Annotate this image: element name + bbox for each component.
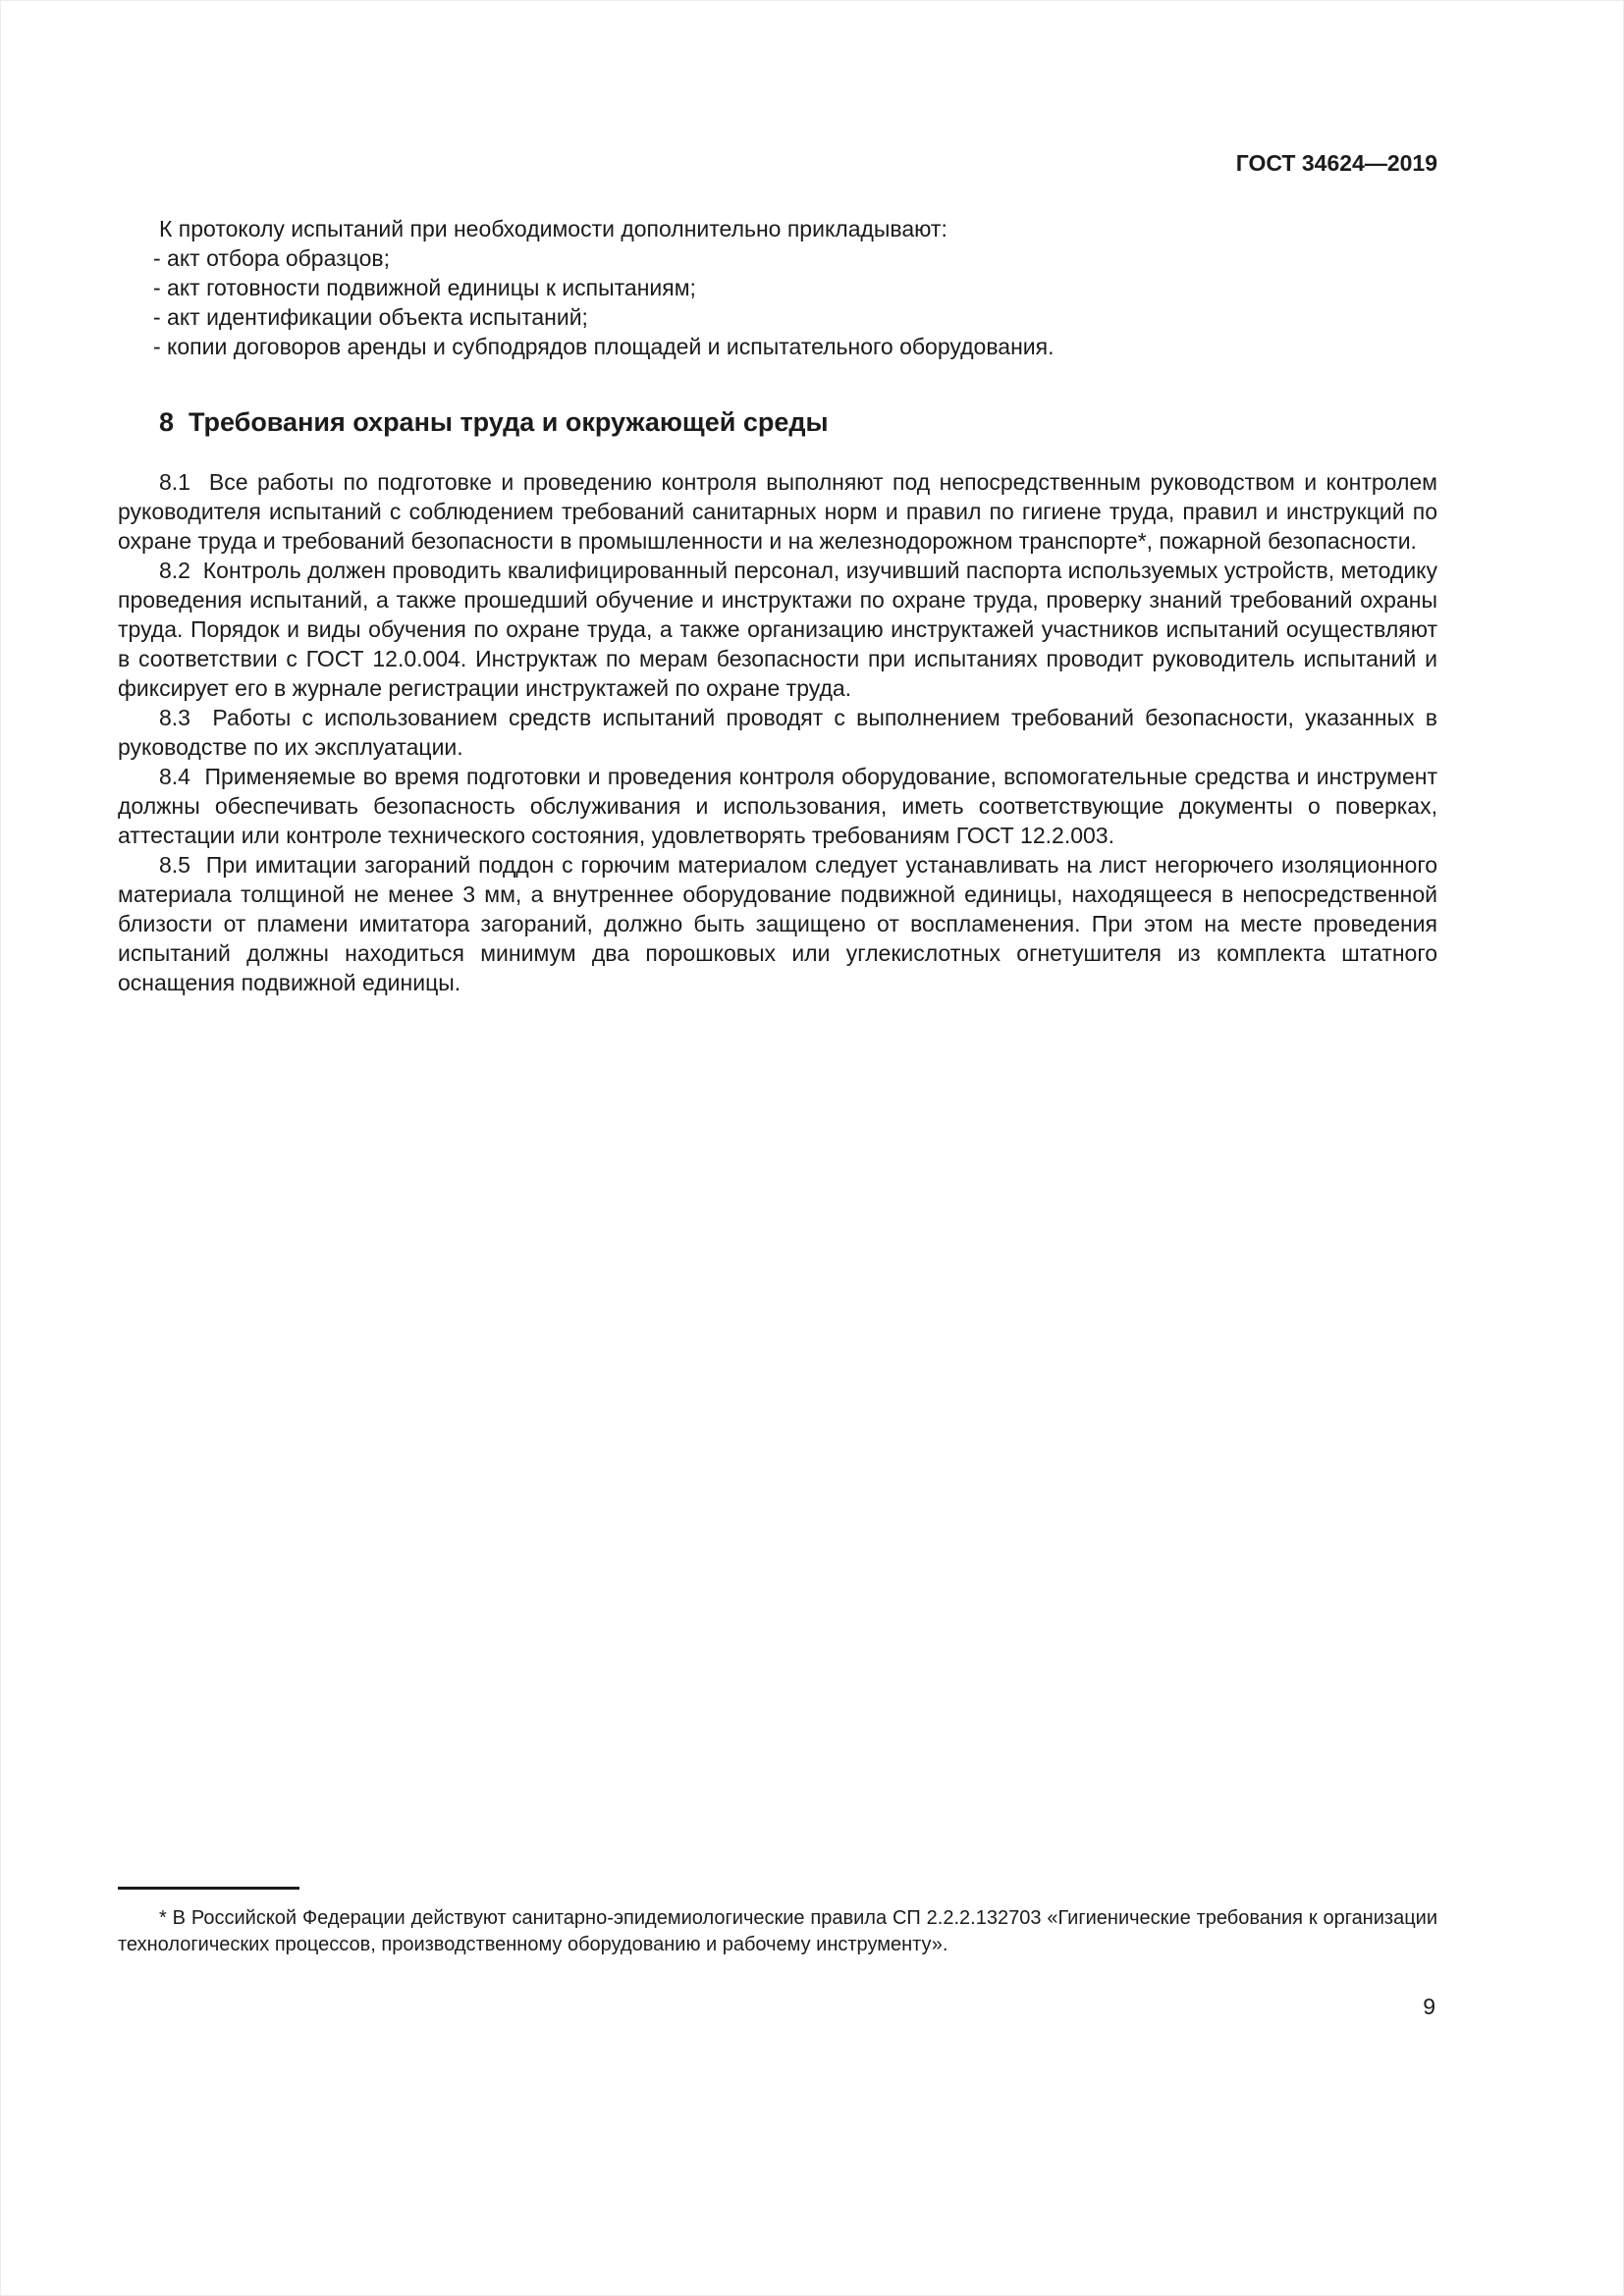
document-header xyxy=(118,149,1437,177)
footnote-text: * В Российской Федерации действуют санитарно-эпидемиологические правила СП 2.2.2.132703 «Гигиенические требования к организации технологических процессов, производственному оборудованию и рабочему инструменту». xyxy=(118,1907,1437,1955)
list-item: - акт отбора образцов; xyxy=(153,245,390,271)
paragraph-8-2: 8.2 Контроль должен проводить квалифицированный персонал, изучивший паспорта используемых устройств, методику проведения испытаний, а также прошедший обучение и инструктажи по охране труда, проверку знаний требований охраны труда. Порядок и виды обучения по охране труда, а также организацию инструктажей участников испытаний осуществляют в соответствии с ГОСТ 12.0.004. Инструктаж по мерам безопасности при испытаниях проводит руководитель испытаний и фиксирует его в журнале регистрации инструктажей по охране труда. xyxy=(118,558,1437,701)
document-content xyxy=(118,214,1437,997)
standard-number: ГОСТ 34624—2019 xyxy=(1235,150,1437,176)
paragraph-8-3: 8.3 Работы с использованием средств испытаний проводят с выполнением требований безопасности, указанных в руководстве по их эксплуатации. xyxy=(118,705,1437,760)
section-heading: 8 Требования охраны труда и окружающей среды xyxy=(159,407,829,437)
intro-lead: К протоколу испытаний при необходимости дополнительно прикладывают: xyxy=(159,216,947,241)
footnote-divider xyxy=(118,1887,299,1890)
list-item: - акт идентификации объекта испытаний; xyxy=(153,304,588,330)
list-item: - копии договоров аренды и субподрядов площадей и испытательного оборудования. xyxy=(153,334,1055,359)
paragraph-8-4: 8.4 Применяемые во время подготовки и проведения контроля оборудование, вспомогательные средства и инструмент должны обеспечивать безопасность обслуживания и использования, иметь соответствующие документы о поверках, аттестации или контроле технического состояния, удовлетворять требованиям ГОСТ 12.2.003. xyxy=(118,764,1437,848)
list-item: - акт готовности подвижной единицы к испытаниям; xyxy=(153,275,696,300)
footnote-area xyxy=(118,1887,1437,1958)
paragraph-8-1: 8.1 Все работы по подготовке и проведению контроля выполняют под непосредственным руководством и контролем руководителя испытаний с соблюдением требований санитарных норм и правил по гигиене труда, правил и инструкций по охране труда и требований безопасности в промышленности и на железнодорожном транспорте*, пожарной безопасности. xyxy=(118,469,1437,554)
paragraph-8-5: 8.5 При имитации загораний поддон с горючим материалом следует устанавливать на лист негорючего изоляционного материала толщиной не менее 3 мм, а внутреннее оборудование подвижной единицы, находящееся в непосредственной близости от пламени имитатора загораний, должно быть защищено от воспламенения. При этом на месте проведения испытаний должны находиться минимум два порошковых или углекислотных огнетушителя из комплекта штатного оснащения подвижной единицы. xyxy=(118,852,1437,995)
page-number: 9 xyxy=(1423,1994,1435,2019)
